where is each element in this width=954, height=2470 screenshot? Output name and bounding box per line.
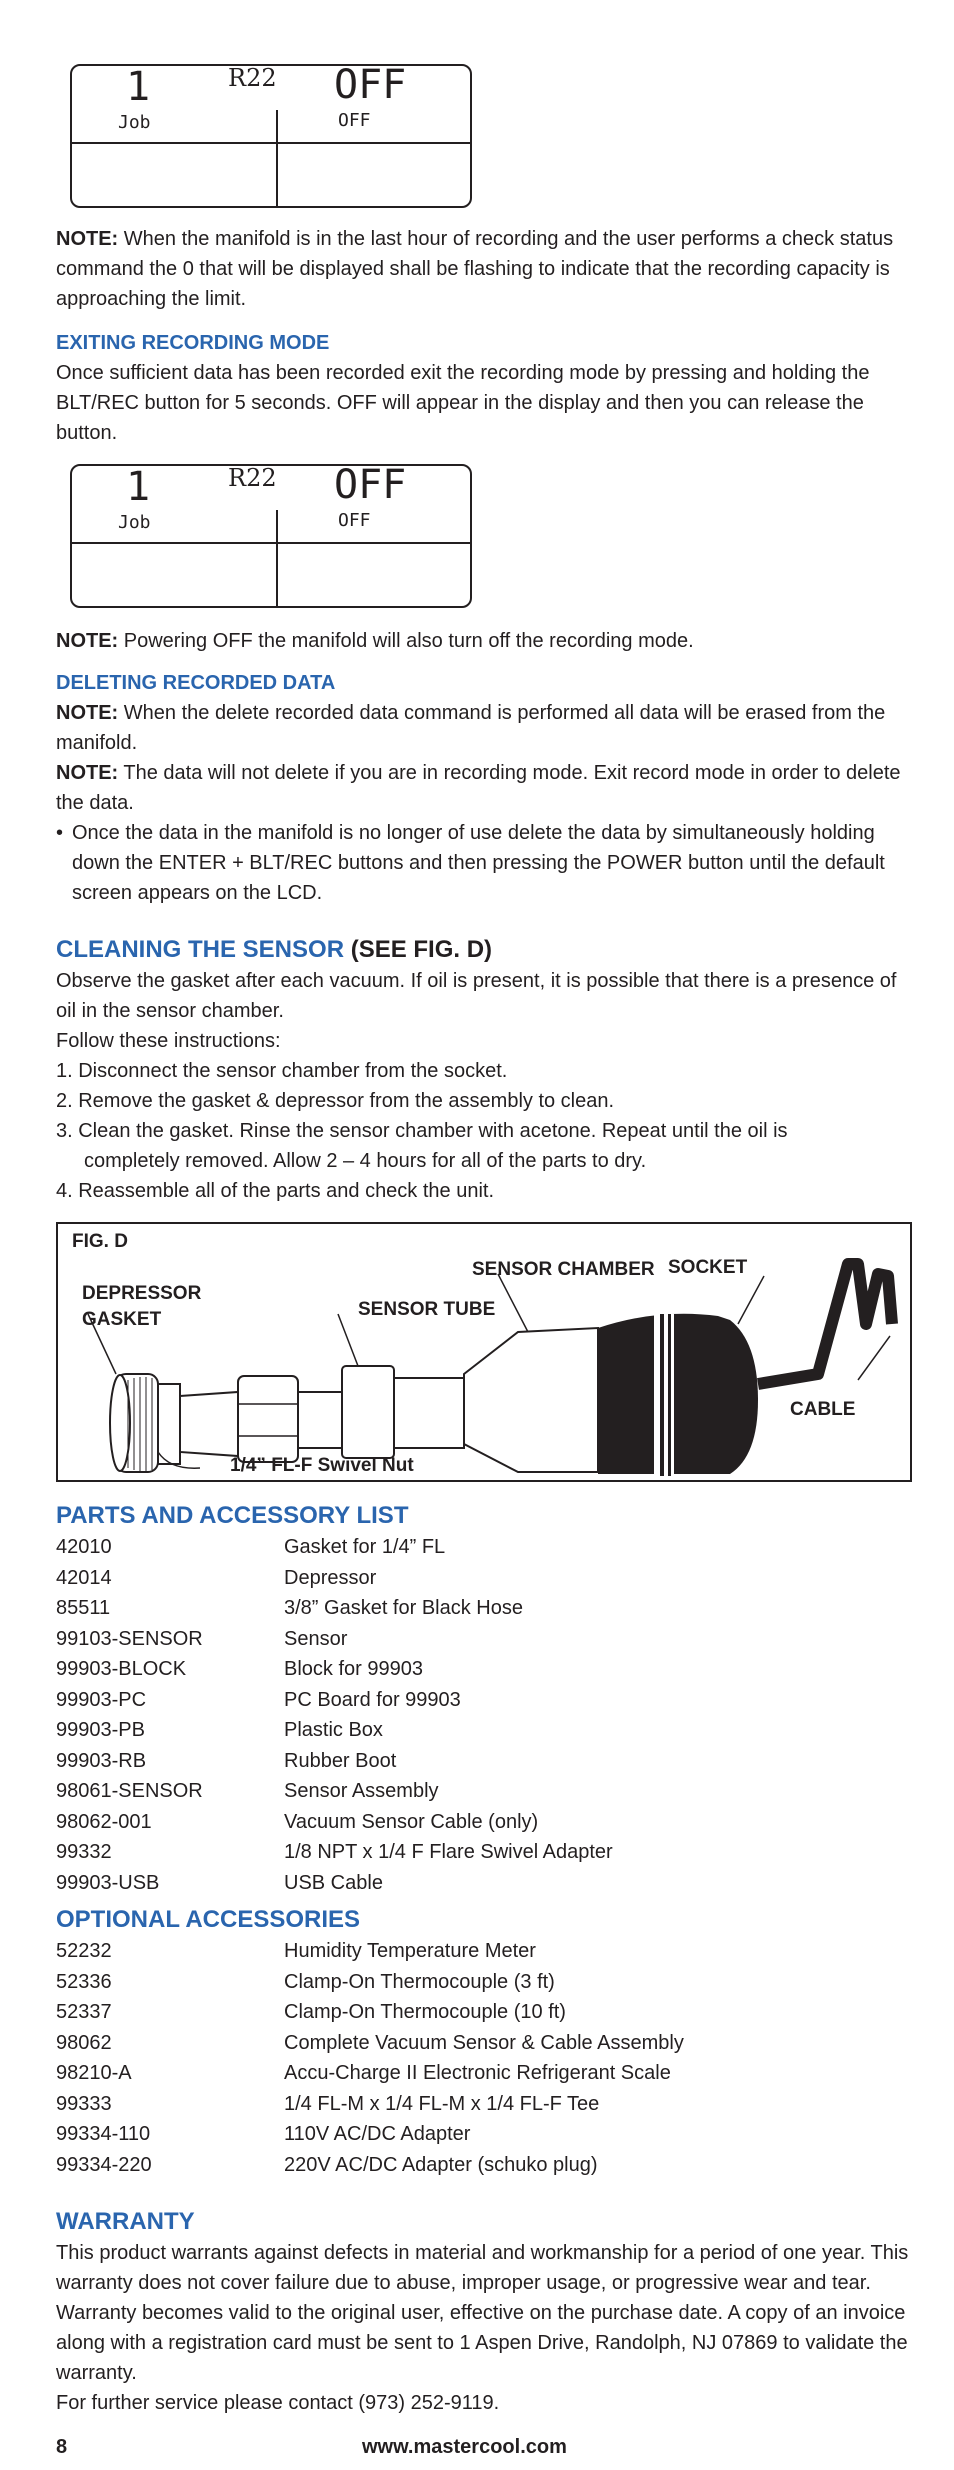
- part-description: Humidity Temperature Meter: [284, 1940, 536, 1962]
- section-warranty: [56, 2206, 916, 2418]
- section-heading: WARRANTY: [56, 2208, 195, 2235]
- part-description: Block for 99903: [284, 1658, 423, 1680]
- part-description: PC Board for 99903: [284, 1688, 461, 1711]
- section-heading: PARTS AND ACCESSORY LIST: [56, 1502, 409, 1529]
- table-row: [56, 1868, 916, 1899]
- lcd-job-label: Job: [118, 112, 151, 133]
- lcd-divider: [72, 542, 470, 544]
- lcd-job-label: Job: [118, 512, 151, 533]
- page-number: 8: [56, 2436, 68, 2458]
- section-heading: OPTIONAL ACCESSORIES: [56, 1906, 361, 1933]
- part-description: 220V AC/DC Adapter (schuko plug): [284, 2153, 598, 2176]
- table-row: [56, 1532, 916, 1563]
- section-deleting-data: DELETING RECORDED DATA NOTE: When the delete recorded data command is performed all data will be erased from the manifold. NOTE: The data will not delete if you are in recording mode. Exit record mode in order to delete the data. • Once the data in the manifold is no longer of use delete the data by simultaneously holding down the ENTER + BLT/REC buttons and then pressing the POWER button until the default screen appears on the LCD.: [56, 668, 916, 908]
- part-description: 1/4 FL-M x 1/4 FL-M x 1/4 FL-F Tee: [284, 2092, 600, 2115]
- label-depressor: DEPRESSOR: [82, 1283, 202, 1304]
- part-description: USB Cable: [284, 1871, 383, 1894]
- label-sensor-chamber: SENSOR CHAMBER: [472, 1259, 655, 1280]
- table-row: [56, 1776, 916, 1807]
- list-item: • Once the data in the manifold is no longer of use delete the data by simultaneously holding down the ENTER + BLT/REC buttons and then pressing the POWER button until the default screen appears on the LCD.: [56, 822, 885, 904]
- table-row: [56, 1685, 916, 1716]
- table-row: [56, 1997, 916, 2028]
- part-description: 3/8” Gasket for Black Hose: [284, 1597, 523, 1619]
- parts-accessory-list: [56, 1500, 916, 1898]
- table-row: [56, 1967, 916, 1998]
- table-row: [56, 2089, 916, 2120]
- list-item: 2. Remove the gasket & depressor from the assembly to clean.: [56, 1090, 615, 1112]
- label-socket: SOCKET: [668, 1257, 748, 1278]
- table-row: [56, 1936, 916, 1967]
- table-row: [56, 1715, 916, 1746]
- cable-part: [758, 1264, 892, 1384]
- section-exiting-recording: [56, 328, 916, 448]
- lcd-divider: [276, 510, 278, 606]
- section-heading: EXITING RECORDING MODE: [56, 332, 330, 354]
- label-swivel-nut: 1/4” FL-F Swivel Nut: [230, 1455, 414, 1476]
- lcd-refrigerant: R22: [228, 464, 277, 492]
- table-row: [56, 1654, 916, 1685]
- swivel-nut-part: [180, 1376, 298, 1462]
- table-row: [56, 1624, 916, 1655]
- section-heading: CLEANING THE SENSOR (SEE FIG. D): [56, 936, 493, 963]
- depressor-gasket-part: [110, 1374, 180, 1472]
- part-number: 99903-USB: [56, 1871, 160, 1894]
- table-row: [56, 1563, 916, 1594]
- optional-table: [56, 1936, 916, 2180]
- part-description: Sensor Assembly: [284, 1780, 439, 1802]
- part-number: 99103-SENSOR: [56, 1627, 203, 1650]
- part-number: 98062-001: [56, 1810, 152, 1833]
- lcd-sub-value: OFF: [338, 110, 371, 131]
- part-number: 99903-RB: [56, 1749, 147, 1772]
- figure-d: [56, 1222, 912, 1482]
- part-description: Sensor: [284, 1627, 348, 1650]
- part-number: 99903-BLOCK: [56, 1658, 187, 1680]
- section-body: Observe the gasket after each vacuum. If oil is present, it is possible that there is a presence of oil in the sensor chamber.: [56, 970, 897, 1022]
- part-number: 42014: [56, 1566, 112, 1589]
- part-number: 99333: [56, 2092, 112, 2115]
- figure-title: FIG. D: [72, 1231, 128, 1252]
- lcd-job-number: 1: [126, 464, 151, 510]
- part-description: Gasket for 1/4” FL: [284, 1536, 446, 1558]
- note-power-off: NOTE: Powering OFF the manifold will also turn off the recording mode.: [56, 630, 694, 652]
- part-number: 42010: [56, 1536, 112, 1558]
- table-row: [56, 2028, 916, 2059]
- section-cleaning-sensor: CLEANING THE SENSOR (SEE FIG. D) Observe the gasket after each vacuum. If oil is present, it is possible that there is a presence of oil in the sensor chamber. Follow these instructions: 1. Disconnect the sensor chamber from the socket. 2. Remove the gasket & depressor from the assembly to clean. 3. Clean the gasket. Rinse the sensor chamber with acetone. Repeat until the oil is completely removed. Allow 2 – 4 hours for all of the parts to dry. 4. Reassemble all of the parts and check the unit.: [56, 934, 916, 1206]
- part-description: 1/8 NPT x 1/4 F Flare Swivel Adapter: [284, 1841, 613, 1863]
- part-description: Rubber Boot: [284, 1749, 397, 1772]
- socket-part: [598, 1314, 758, 1476]
- part-number: 52232: [56, 1940, 112, 1962]
- part-description: Vacuum Sensor Cable (only): [284, 1810, 539, 1833]
- list-item: 1. Disconnect the sensor chamber from the socket.: [56, 1060, 508, 1082]
- list-item: 4. Reassemble all of the parts and check the unit.: [56, 1180, 495, 1202]
- part-number: 52337: [56, 2001, 112, 2023]
- lcd-main-value: OFF: [334, 462, 407, 508]
- label-gasket: GASKET: [82, 1309, 162, 1330]
- section-body: This product warrants against defects in material and workmanship for a period of one year. This warranty does not cover failure due to abuse, improper usage, or progressive wear and tear. Warranty becomes valid to the original user, effective on the purchase date. A copy of an invoice along with a registration card must be sent to 1 Aspen Drive, Randolph, NJ 07869 to validate the warranty.: [56, 2242, 909, 2384]
- part-number: 85511: [56, 1597, 111, 1619]
- table-row: [56, 1837, 916, 1868]
- part-description: Plastic Box: [284, 1719, 383, 1741]
- sensor-chamber-part: [464, 1328, 598, 1472]
- table-row: [56, 1807, 916, 1838]
- lcd-refrigerant: R22: [228, 64, 277, 92]
- part-description: 110V AC/DC Adapter: [284, 2123, 471, 2145]
- list-item: 3. Clean the gasket. Rinse the sensor chamber with acetone. Repeat until the oil is: [56, 1120, 788, 1142]
- table-row: [56, 2119, 916, 2150]
- part-description: Clamp-On Thermocouple (10 ft): [284, 2001, 566, 2023]
- part-description: Clamp-On Thermocouple (3 ft): [284, 1970, 555, 1993]
- part-number: 98061-SENSOR: [56, 1780, 203, 1802]
- part-number: 99903-PB: [56, 1719, 145, 1741]
- list-item: completely removed. Allow 2 – 4 hours for all of the parts to dry.: [84, 1150, 647, 1172]
- table-row: [56, 1593, 916, 1624]
- part-number: 99332: [56, 1841, 112, 1863]
- section-heading: DELETING RECORDED DATA: [56, 672, 336, 694]
- section-body: Once sufficient data has been recorded exit the recording mode by pressing and holding the BLT/REC button for 5 seconds. OFF will appear in the display and then you can release the button.: [56, 362, 870, 444]
- sensor-tube-part: [298, 1366, 464, 1458]
- part-description: Depressor: [284, 1566, 377, 1589]
- part-number: 99334-220: [56, 2153, 152, 2176]
- label-cable: CABLE: [790, 1399, 856, 1420]
- table-row: [56, 1746, 916, 1777]
- part-number: 99903-PC: [56, 1688, 147, 1711]
- lcd-job-number: 1: [126, 64, 151, 110]
- table-row: [56, 2058, 916, 2089]
- lcd-divider: [72, 142, 470, 144]
- lcd-main-value: OFF: [334, 62, 407, 108]
- part-number: 98062: [56, 2031, 112, 2054]
- note-last-hour: NOTE: When the manifold is in the last hour of recording and the user performs a check status command the 0 that will be displayed shall be flashing to indicate that the recording capacity is approaching the limit.: [56, 228, 894, 310]
- lcd-display-off: [70, 464, 472, 608]
- contact-line: For further service please contact (973) 252-9119.: [56, 2392, 500, 2414]
- optional-accessories: [56, 1904, 916, 2180]
- table-row: [56, 2150, 916, 2181]
- lcd-display-recording: [70, 64, 472, 208]
- parts-table: [56, 1532, 916, 1898]
- part-number: 52336: [56, 1970, 112, 1993]
- part-number: 99334-110: [56, 2123, 151, 2145]
- lcd-divider: [276, 110, 278, 206]
- lcd-sub-value: OFF: [338, 510, 371, 531]
- label-sensor-tube: SENSOR TUBE: [358, 1299, 496, 1320]
- part-description: Complete Vacuum Sensor & Cable Assembly: [284, 2031, 684, 2054]
- website-link[interactable]: www.mastercool.com: [362, 2436, 567, 2458]
- part-description: Accu-Charge II Electronic Refrigerant Scale: [284, 2062, 671, 2084]
- part-number: 98210-A: [56, 2062, 132, 2084]
